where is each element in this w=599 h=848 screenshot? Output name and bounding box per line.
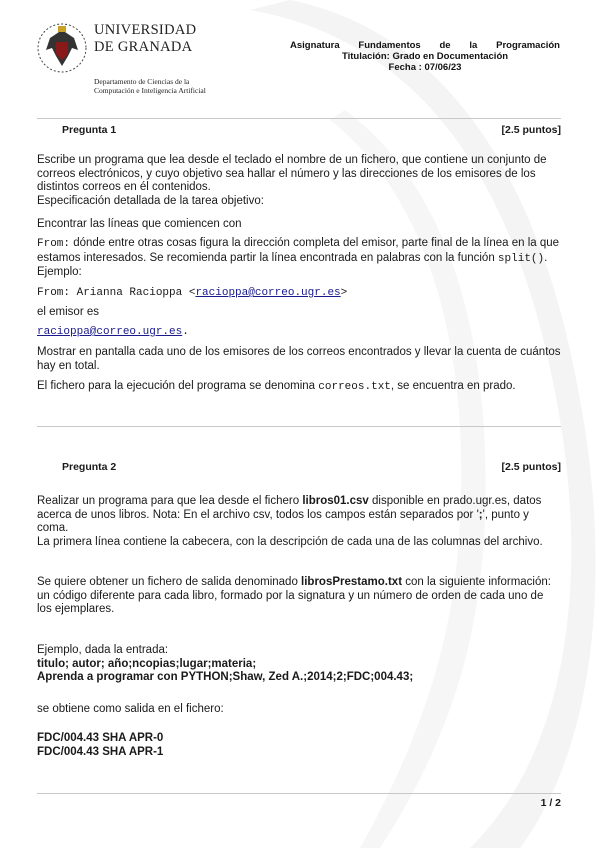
example-suffix: > [340, 287, 348, 299]
example-prefix: From: Arianna Racioppa < [37, 287, 196, 299]
q1-intro-text: Escribe un programa que lea desde el teclado el nombre de un fichero, que contiene un conjunto de correos electrónicos, y cuyo objetivo sea hallar el número y las direcciones de los emisores de los distintos correos en él contenidos. [37, 154, 547, 193]
q1-spec-text: Especificación detallada de la tarea objetivo: [37, 194, 264, 207]
q2-separator: ; [478, 508, 483, 521]
q2-output-line1: FDC/004.43 SHA APR-0 [37, 732, 164, 744]
department-line2: Computación e Inteligencia Artificial [94, 86, 206, 95]
university-logo [36, 20, 231, 100]
code-split: split() [497, 252, 545, 265]
q2-header-desc: La primera línea contiene la cabecera, con la descripción de cada una de las columnas del archivo. [37, 535, 543, 548]
q2-output-a: Se quiere obtener un fichero de salida denominado [37, 576, 302, 588]
question2-points: [2.5 puntos] [501, 461, 561, 473]
university-name-line2: DE GRANADA [94, 39, 193, 55]
degree-title: Titulación: Grado en Documentación [341, 51, 509, 62]
divider [37, 793, 561, 794]
code-from: From: [37, 238, 71, 250]
q2-input-file: libros01.csv [302, 495, 369, 507]
q1-file-text-b: , se encuentra en prado. [390, 380, 516, 392]
q2-output-file: librosPrestamo.txt [301, 576, 403, 588]
q1-emitter-label: el emisor es [37, 306, 99, 318]
q1-paragraph-intro [37, 154, 561, 208]
q2-output-b: con la siguiente información: [402, 576, 551, 588]
university-name-line1: UNIVERSIDAD [94, 22, 197, 38]
q2-intro-c: ', punto y coma. [37, 508, 529, 534]
q1-find-lines: Encontrar las líneas que comiencen con [37, 218, 242, 230]
q2-intro [37, 495, 561, 549]
q2-input-header: titulo; autor; año;ncopias;lugar;materia; [37, 657, 257, 670]
course-title: Asignatura Fundamentos de la Programación [290, 40, 560, 51]
code-correos-file: correos.txt [318, 381, 391, 393]
q1-from-text: dónde entre otras cosas figura la dirección completa del emisor, parte final de la línea en la que estamos interesados. Se recomienda partir la línea encontrada en palabras con la función [37, 237, 560, 264]
q2-code-desc: un código diferente para cada libro, formado por la signatura y un número de orden de cada uno de los ejemplares. [37, 589, 544, 615]
question2-title: Pregunta 2 [62, 461, 117, 473]
q1-example-line [37, 287, 561, 301]
emitter-dot: . [182, 326, 189, 338]
q1-example-label: . Ejemplo: [37, 251, 548, 278]
q2-example-label: Ejemplo, dada la entrada: [37, 644, 169, 656]
q2-intro-b: disponible en prado.ugr.es, datos acerca de unos libros. Nota: En el archivo csv, todos los campos están separados por ' [37, 495, 542, 521]
question1-title: Pregunta 1 [62, 124, 117, 136]
q2-output-desc [37, 576, 561, 617]
q1-emitter-line [37, 326, 561, 340]
q2-input-row: Aprenda a programar con PYTHON;Shaw, Zed A.;2014;2;FDC;004.43; [37, 671, 414, 683]
q1-file-text-a: El fichero para la ejecución del programa se denomina [37, 380, 319, 392]
q2-output-lines [37, 732, 561, 759]
department-line1: Departamento de Ciencias de la [94, 77, 190, 86]
q2-example [37, 644, 561, 685]
page-number: 1 / 2 [540, 797, 561, 809]
example-email-link[interactable]: racioppa@correo.ugr.es [195, 287, 341, 299]
q2-output-label: se obtiene como salida en el fichero: [37, 703, 224, 715]
coat-of-arms-icon [36, 22, 88, 74]
emitter-email-link[interactable]: racioppa@correo.ugr.es [37, 326, 183, 338]
exam-date: Fecha : 07/06/23 [388, 62, 462, 73]
q1-file-name [37, 380, 561, 395]
q1-from-explanation [37, 237, 561, 280]
divider [37, 118, 561, 119]
question1-points: [2.5 puntos] [501, 124, 561, 136]
divider [37, 426, 561, 427]
q2-output-line2: FDC/004.43 SHA APR-1 [37, 745, 164, 758]
q1-show-results: Mostrar en pantalla cada uno de los emisores de los correos encontrados y llevar la cuenta de cuántos hay en total. [37, 346, 561, 372]
q2-intro-a: Realizar un programa para que lea desde el fichero [37, 495, 303, 507]
